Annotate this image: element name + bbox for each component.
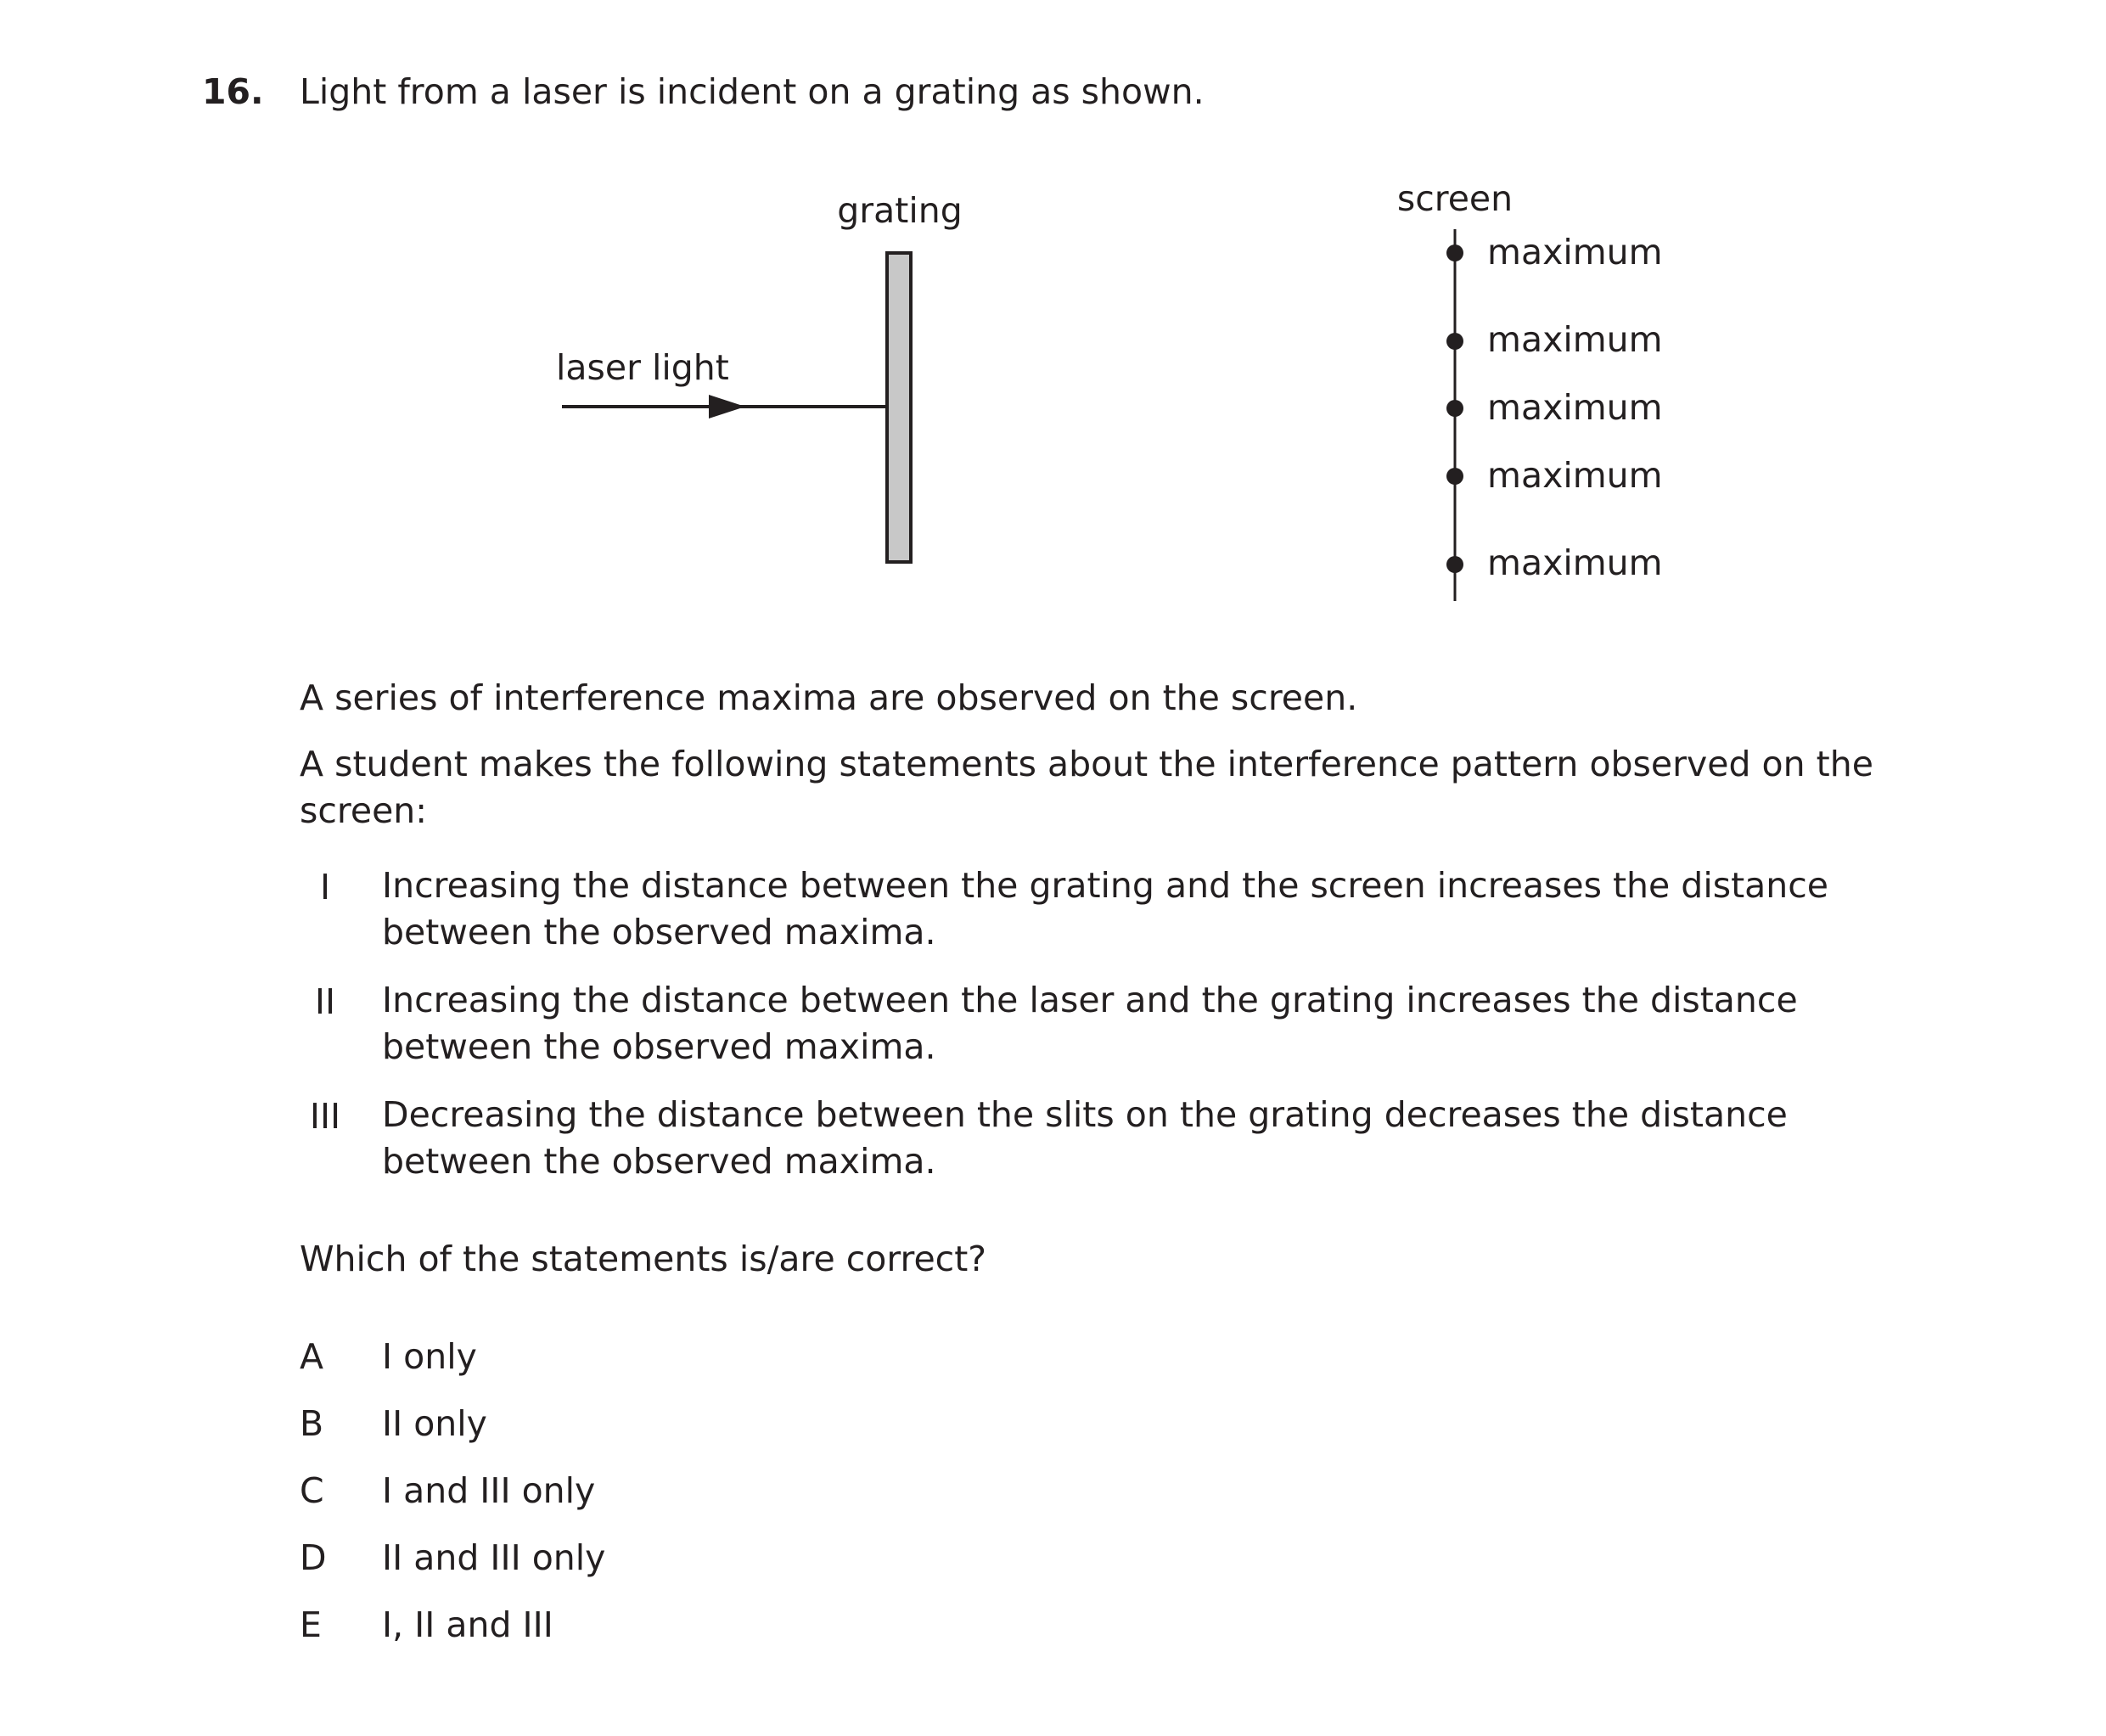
- statement-line: Decreasing the distance between the slits on the grating decreases the distance: [382, 1094, 1788, 1135]
- statement-line: between the observed maxima.: [382, 1141, 936, 1182]
- statement-line: between the observed maxima.: [382, 1026, 936, 1067]
- option-text: I, II and III: [382, 1604, 553, 1645]
- statement-numeral: I: [319, 867, 331, 907]
- question-title: Light from a laser is incident on a grating as shown.: [300, 71, 1205, 112]
- screen-label: screen: [1396, 178, 1514, 219]
- maximum-label: maximum: [1487, 319, 1663, 360]
- maximum-dot: [1446, 244, 1463, 261]
- maximum-label: maximum: [1487, 387, 1663, 428]
- option-text: II only: [382, 1403, 487, 1444]
- option-text: I only: [382, 1336, 477, 1377]
- maximum-label: maximum: [1487, 232, 1663, 272]
- option-letter: C: [300, 1470, 324, 1511]
- statement-numeral: II: [314, 981, 336, 1022]
- maximum-dot: [1446, 468, 1463, 485]
- option-letter: D: [300, 1537, 327, 1578]
- statement-line: Increasing the distance between the laser and the grating increases the distance: [382, 980, 1798, 1020]
- maximum-label: maximum: [1487, 542, 1663, 583]
- laser-arrow-icon: [709, 395, 745, 419]
- grating-label: grating: [837, 190, 963, 231]
- statement-line: between the observed maxima.: [382, 912, 936, 952]
- maximum-dot: [1446, 556, 1463, 573]
- intro-text-line2: screen:: [300, 790, 428, 831]
- maximum-label: maximum: [1487, 455, 1663, 496]
- option-text: II and III only: [382, 1537, 606, 1578]
- laser-light-label: laser light: [556, 347, 729, 388]
- question-number: 16.: [202, 71, 264, 112]
- option-letter: B: [300, 1403, 324, 1444]
- statement-line: Increasing the distance between the grating and the screen increases the distance: [382, 865, 1829, 906]
- maximum-dot: [1446, 400, 1463, 417]
- option-text: I and III only: [382, 1470, 596, 1511]
- question-prompt: Which of the statements is/are correct?: [300, 1239, 987, 1279]
- statement-text: [382, 862, 1828, 956]
- statement-text: [382, 1092, 1788, 1185]
- grating-diagram: [0, 0, 2106, 645]
- option-letter: A: [300, 1336, 324, 1377]
- option-letter: E: [300, 1604, 322, 1645]
- statement-numeral: III: [309, 1096, 341, 1137]
- intro-text-line1: A student makes the following statements about the interference pattern observed on the: [300, 744, 1873, 784]
- statement-text: [382, 977, 1798, 1070]
- grating: [887, 253, 911, 562]
- observation-text: A series of interference maxima are observed on the screen.: [300, 677, 1358, 718]
- maximum-dot: [1446, 333, 1463, 350]
